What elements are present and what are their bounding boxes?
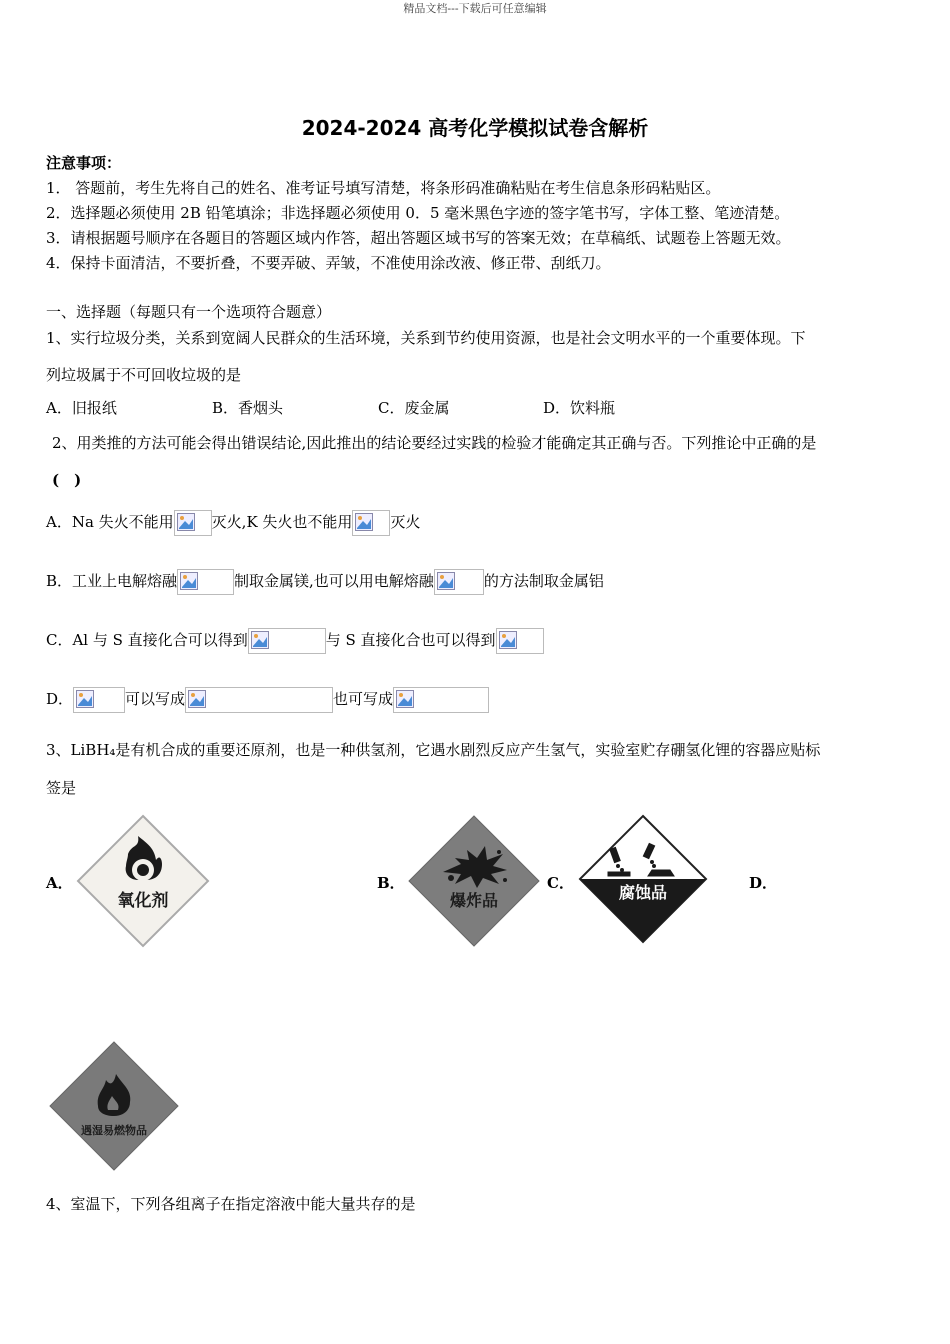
missing-image-icon bbox=[248, 628, 326, 654]
q2-b-text-2: 制取金属镁,也可以用电解熔融 bbox=[234, 572, 434, 590]
q3-option-d-label: D． bbox=[749, 874, 778, 892]
q2-a-text-3: 灭火 bbox=[390, 513, 421, 531]
q1-stem-line2: 列垃圾属于不可回收垃圾的是 bbox=[46, 366, 242, 384]
page-header: 精品文档---下载后可任意编辑 bbox=[403, 2, 547, 15]
oxidizer-hazard-icon bbox=[76, 814, 210, 948]
missing-image-icon bbox=[352, 510, 390, 536]
missing-image-icon bbox=[177, 569, 234, 595]
q3-stem-line2: 签是 bbox=[46, 779, 77, 797]
q2-b-text-3: 的方法制取金属铝 bbox=[483, 572, 604, 590]
notice-item-4: 4．保持卡面清洁，不要折叠，不要弄破、弄皱，不准使用涂改液、修正带、刮纸刀。 bbox=[46, 254, 611, 272]
q2-stem-line2: ( ) bbox=[52, 471, 82, 489]
q2-option-d bbox=[46, 687, 489, 713]
dangerous-when-wet-label: 遇湿易燃物品 bbox=[81, 1124, 147, 1137]
missing-image-icon bbox=[185, 687, 333, 713]
q4-stem: 4、室温下，下列各组离子在指定溶液中能大量共存的是 bbox=[46, 1195, 416, 1213]
section-heading: 一、选择题（每题只有一个选项符合题意） bbox=[46, 303, 332, 321]
q2-a-text-2: 灭火,K 失火也不能用 bbox=[211, 513, 353, 531]
q2-d-text-1: D． bbox=[46, 690, 74, 708]
notice-heading: 注意事项： bbox=[46, 154, 122, 172]
corrosive-label: 腐蚀品 bbox=[618, 883, 668, 902]
page-title: 2024-2024 高考化学模拟试卷含解析 bbox=[301, 116, 649, 140]
q1-option-c: C．废金属 bbox=[378, 399, 450, 417]
q1-option-b: B．香烟头 bbox=[212, 399, 284, 417]
q1-option-d: D．饮料瓶 bbox=[543, 399, 616, 417]
explosive-label: 爆炸品 bbox=[449, 891, 499, 910]
q2-c-text-1: C．Al 与 S 直接化合可以得到 bbox=[46, 631, 248, 649]
q3-option-a-label: A． bbox=[46, 874, 73, 892]
q2-option-c bbox=[46, 628, 544, 654]
q1-option-a: A．旧报纸 bbox=[46, 399, 117, 417]
missing-image-icon bbox=[73, 687, 125, 713]
explosive-hazard-icon bbox=[407, 814, 541, 948]
q3-option-b-label: B． bbox=[377, 874, 405, 892]
notice-item-2: 2．选择题必须使用 2B 铅笔填涂；非选择题必须使用 0．5 毫米黑色字迹的签字笔书写，字体工整、笔迹清楚。 bbox=[46, 204, 790, 222]
missing-image-icon bbox=[434, 569, 484, 595]
q2-c-text-2: 与 S 直接化合也可以得到 bbox=[325, 631, 496, 649]
q2-d-text-2: 可以写成 bbox=[125, 690, 186, 708]
q3-stem-line1: 3、LiBH₄是有机合成的重要还原剂，也是一种供氢剂，它遇水剧烈反应产生氢气，实验室贮存硼氢化锂的容器应贴标 bbox=[46, 741, 821, 759]
missing-image-icon bbox=[174, 510, 212, 536]
q2-option-b bbox=[46, 569, 604, 595]
q1-stem-line1: 1、实行垃圾分类，关系到宽阔人民群众的生活环境，关系到节约使用资源，也是社会文明水平的一个重要体现。下 bbox=[46, 329, 806, 347]
notice-item-3: 3．请根据题号顺序在各题目的答题区域内作答，超出答题区域书写的答案无效；在草稿纸、试题卷上答题无效。 bbox=[46, 229, 791, 247]
dangerous-when-wet-hazard-icon bbox=[48, 1040, 180, 1172]
missing-image-icon bbox=[496, 628, 544, 654]
q2-a-text-1: A．Na 失火不能用 bbox=[46, 513, 174, 531]
q2-stem-line1: 2、用类推的方法可能会得出错误结论,因此推出的结论要经过实践的检验才能确定其正确与否。下列推论中正确的是 bbox=[52, 434, 817, 452]
notice-item-1: 1． 答题前，考生先将自己的姓名、准考证号填写清楚，将条形码准确粘贴在考生信息条形码粘贴区。 bbox=[46, 179, 721, 197]
missing-image-icon bbox=[393, 687, 489, 713]
q2-option-a bbox=[46, 510, 420, 536]
q2-b-text-1: B．工业上电解熔融 bbox=[46, 572, 178, 590]
q2-d-text-3: 也可写成 bbox=[333, 690, 394, 708]
q3-option-c-label: C． bbox=[547, 874, 574, 892]
oxidizer-label: 氧化剂 bbox=[117, 891, 169, 911]
corrosive-hazard-icon bbox=[578, 814, 708, 944]
